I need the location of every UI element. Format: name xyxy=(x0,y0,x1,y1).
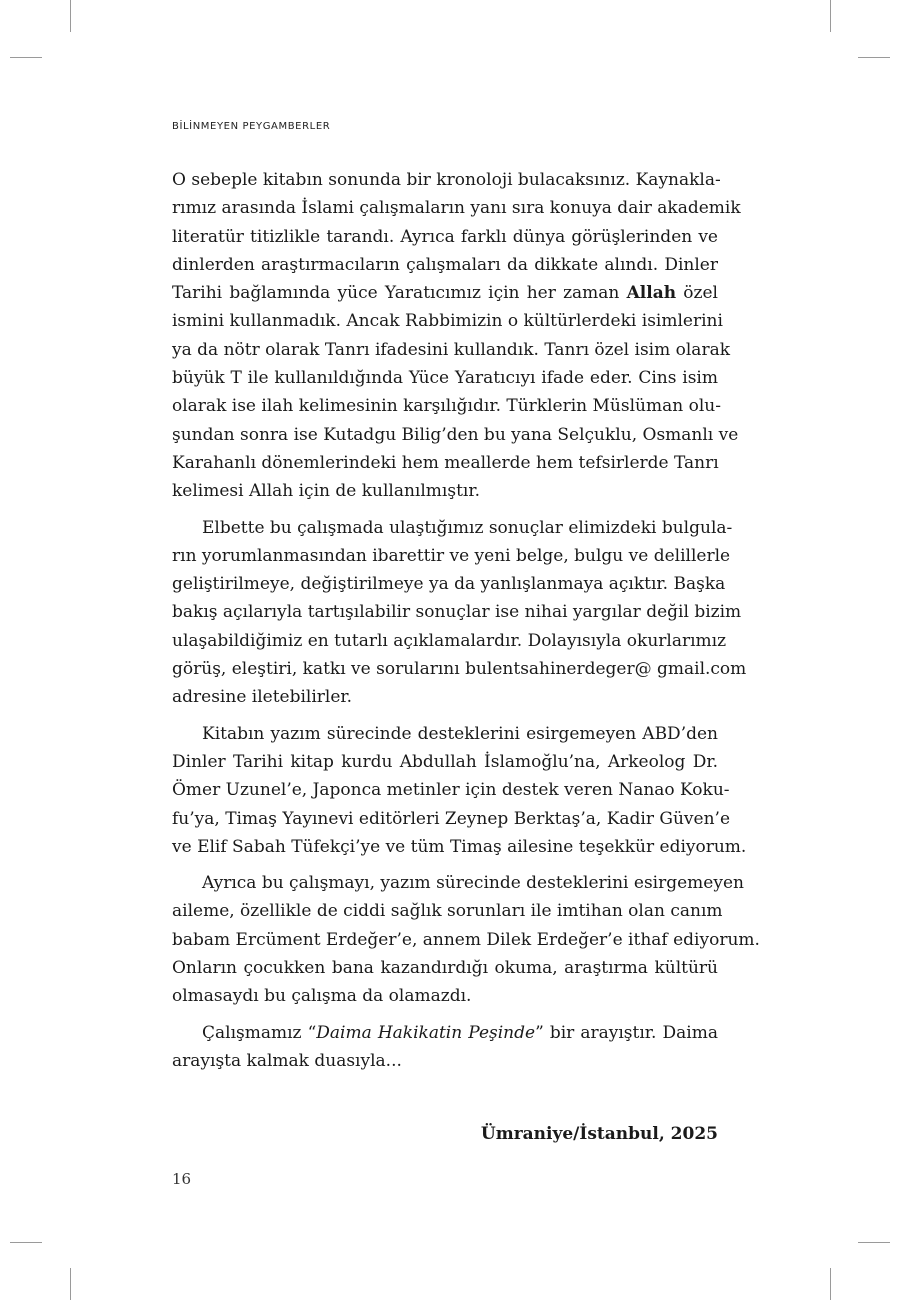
text-line: Çalışmamız “Daima Hakikatin Peşinde” bir arayıştır. Daima xyxy=(202,1022,719,1043)
crop-mark-top-left xyxy=(70,0,71,32)
text-line: rın yorumlanmasından ibarettir ve yeni belge, bulgu ve delillerle xyxy=(172,545,731,566)
crop-mark-right-top xyxy=(858,57,890,58)
italic-title: Daima Hakikatin Peşinde xyxy=(316,1022,536,1043)
text-line: geliştirilmeye, değiştirilmeye ya da yanlışlanmaya açıktır. Başka xyxy=(172,574,726,595)
text-line: O sebeple kitabın sonunda bir kronoloji bulacaksınız. Kaynakla- xyxy=(172,170,721,190)
crop-mark-bottom-left xyxy=(70,1268,71,1300)
text-line: Onların çocukken bana kazandırdığı okuma, araştırma kültürü xyxy=(172,958,718,979)
text-line: kelimesi Allah için de kullanılmıştır. xyxy=(172,481,481,502)
text-line: Ayrıca bu çalışmayı, yazım sürecinde desteklerini esirgemeyen xyxy=(202,873,744,894)
crop-mark-right-bottom xyxy=(858,1242,890,1243)
paragraph xyxy=(172,869,760,1010)
text-line: rımız arasında İslami çalışmaların yanı sıra konuya dair akademik xyxy=(172,198,741,219)
text-line: Ömer Uzunel’e, Japonca metinler için destek veren Nanao Koku- xyxy=(172,780,730,801)
text-line: aileme, özellikle de ciddi sağlık sorunları ile imtihan olan canım xyxy=(172,901,723,922)
text-line: ulaşabildiğimiz en tutarlı açıklamalardır. Dolayısıyla okurlarımız xyxy=(172,630,727,651)
text-line: arayışta kalmak duasıyla... xyxy=(172,1050,402,1071)
text-line: adresine iletebilirler. xyxy=(172,687,353,708)
text-line: büyük T ile kullanıldığında Yüce Yaratıcıyı ifade eder. Cins isim xyxy=(172,368,718,389)
crop-mark-left-top xyxy=(10,57,42,58)
page-number: 16 xyxy=(172,1170,192,1188)
text-line: Karahanlı dönemlerindeki hem meallerde hem tefsirlerde Tanrı xyxy=(172,452,719,473)
text-line: olarak ise ilah kelimesinin karşılığıdır. Türklerin Müslüman olu- xyxy=(172,396,721,417)
text-line: ya da nötr olarak Tanrı ifadesini kullandık. Tanrı özel isim olarak xyxy=(172,339,731,360)
text-line: Tarihi bağlamında yüce Yaratıcımız için her zaman Allah özel xyxy=(172,283,718,304)
crop-mark-bottom-right xyxy=(830,1268,831,1300)
text-line: fu’ya, Timaş Yayınevi editörleri Zeynep Berktaş’a, Kadir Güven’e xyxy=(172,808,731,829)
paragraph xyxy=(172,720,747,861)
text-line: bakış açılarıyla tartışılabilir sonuçlar ise nihai yargılar değil bizim xyxy=(172,602,742,623)
paragraph xyxy=(172,1019,718,1076)
text-line: Dinler Tarihi kitap kurdu Abdullah İslamoğlu’na, Arkeolog Dr. xyxy=(172,751,718,772)
body-text xyxy=(172,166,760,1083)
text-line: ve Elif Sabah Tüfekçi’ye ve tüm Timaş ailesine teşekkür ediyorum. xyxy=(172,836,747,857)
bold-term: Allah xyxy=(626,283,677,304)
text-line: Elbette bu çalışmada ulaştığımız sonuçlar elimizdeki bulgula- xyxy=(202,517,733,538)
paragraph xyxy=(172,166,741,506)
text-line: babam Ercüment Erdeğer’e, annem Dilek Erdeğer’e ithaf ediyorum. xyxy=(172,929,760,950)
crop-mark-left-bottom xyxy=(10,1242,42,1243)
text-line: şundan sonra ise Kutadgu Bilig’den bu yana Selçuklu, Osmanlı ve xyxy=(172,424,739,445)
paragraph xyxy=(172,514,747,712)
text-line: görüş, eleştiri, katkı ve sorularını bulentsahinerdeger@ gmail.com xyxy=(172,659,747,680)
text-line: literatür titizlikle tarandı. Ayrıca farklı dünya görüşlerinden ve xyxy=(172,226,718,247)
signature-place-date: Ümraniye/İstanbul, 2025 xyxy=(480,1124,718,1144)
crop-mark-top-right xyxy=(830,0,831,32)
text-line: olmasaydı bu çalışma da olamazdı. xyxy=(172,986,472,1007)
text-line: Kitabın yazım sürecinde desteklerini esirgemeyen ABD’den xyxy=(202,723,718,744)
running-head: BİLİNMEYEN PEYGAMBERLER xyxy=(172,121,331,132)
text-line: ismini kullanmadık. Ancak Rabbimizin o kültürlerdeki isimlerini xyxy=(172,311,723,332)
text-line: dinlerden araştırmacıların çalışmaları da dikkate alındı. Dinler xyxy=(172,254,718,275)
